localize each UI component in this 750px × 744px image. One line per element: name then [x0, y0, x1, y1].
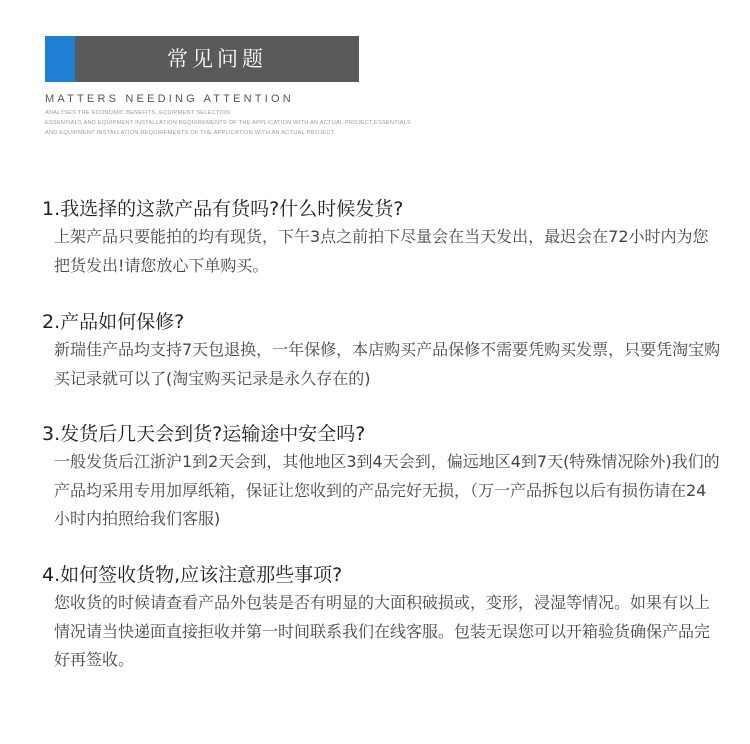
faq-answer: 新瑞佳产品均支持7天包退换，一年保修，本店购买产品保修不需要凭购买发票，只要凭淘宝购买记录就可以了(淘宝购买记录是永久存在的) [54, 340, 721, 388]
faq-answer: 一般发货后江浙沪1到2天会到，其他地区3到4天会到，偏远地区4到7天(特殊情况除外)我们的产品均采用专用加厚纸箱，保证让您收到的产品完好无损，（万一产品拆包以后有损伤请在24小时内拍照给我们客服) [54, 452, 720, 528]
section-title: 常见问题 [167, 47, 267, 71]
fine-print-line: ANALYSES THE ECONOMIC BENEFITS, EQUIPMENT SELECTION [45, 110, 231, 116]
faq-question: 1.我选择的这款产品有货吗?什么时候发货? [42, 198, 404, 220]
header-accent-block [45, 36, 75, 82]
faq-question: 4.如何签收货物,应该注意那些事项? [42, 564, 343, 586]
faq-item [42, 421, 722, 534]
section-header-bar [45, 36, 359, 82]
faq-item [42, 309, 722, 393]
fine-print-line: AND EQUIPMENT INSTALLATION REQUIREMENTS OF THE APPLICATION WITH AN ACTUAL PROJECT. [45, 130, 336, 136]
faq-item [42, 562, 722, 675]
faq-answer: 上架产品只要能拍的均有现货，下午3点之前拍下尽量会在当天发出，最迟会在72小时内为您把货发出!请您放心下单购买。 [54, 227, 709, 275]
section-subtitle: MATTERS NEEDING ATTENTION [45, 93, 294, 105]
fine-print-line: ESSENTIALS AND EQUIPMENT INSTALLATION REQUIREMENTS OF THE APPLICATION WITH AN ACTUAL PROJECT,ESSENTIALS [45, 120, 411, 126]
faq-question: 3.发货后几天会到货?运输途中安全吗? [42, 423, 366, 445]
faq-answer: 您收货的时候请查看产品外包装是否有明显的大面积破损或，变形，浸湿等情况。如果有以上情况请当快递面直接拒收并第一时间联系我们在线客服。包装无误您可以开箱验货确保产品完好再签收。 [54, 593, 711, 669]
faq-question: 2.产品如何保修? [42, 311, 185, 333]
faq-item [42, 196, 722, 280]
